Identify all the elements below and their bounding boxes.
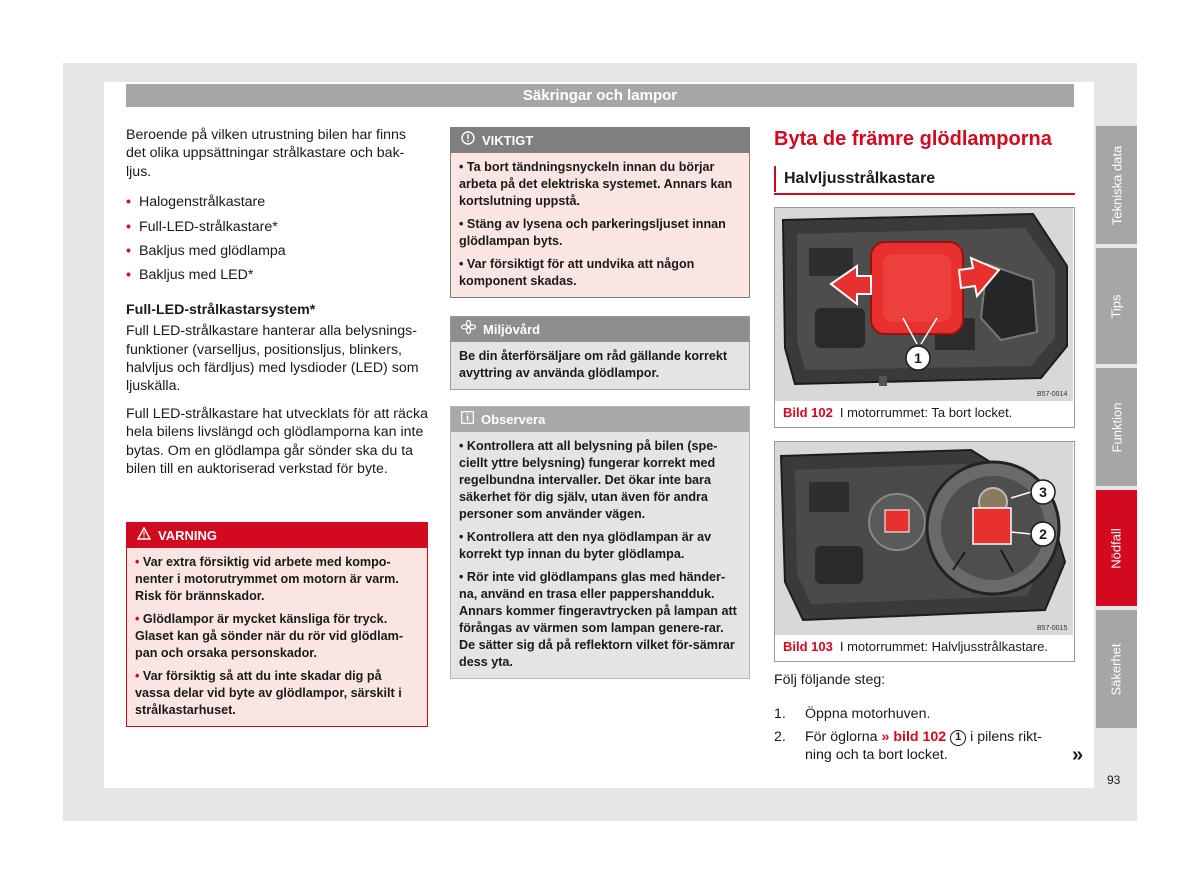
- headlight-types-list: [126, 193, 428, 285]
- page-number: 93: [1107, 773, 1121, 787]
- section-title: Byta de främre glödlamporna: [774, 128, 1052, 150]
- svg-text:B57-0014: B57-0014: [1037, 391, 1068, 398]
- important-body: [451, 153, 749, 297]
- environment-box: [450, 316, 750, 390]
- list-item: • Bakljus med LED*: [126, 266, 428, 284]
- headlight-bulb-illustration: [775, 442, 1073, 635]
- environment-header: [451, 317, 749, 342]
- figure-102: [774, 207, 1075, 428]
- section-subtitle: Halvljusstrålkastare: [774, 169, 1075, 195]
- figure-102-caption: Bild 102 I motorrummet: Ta bort locket.: [783, 405, 1013, 420]
- middle-column: [450, 127, 750, 679]
- svg-text:2: 2: [1039, 526, 1047, 542]
- warning-triangle-icon: [137, 523, 151, 548]
- step-item: 1. Öppna motorhuven.: [774, 706, 931, 722]
- svg-text:1: 1: [914, 350, 922, 366]
- info-square-icon: [461, 407, 474, 432]
- steps-list: [774, 705, 1064, 769]
- led-subheading: Full-LED-strålkastarsystem*: [126, 301, 316, 318]
- note-title: Observera: [481, 412, 546, 427]
- flower-icon: [461, 317, 476, 342]
- continue-arrow-icon: »: [1072, 744, 1084, 766]
- note-item: • Kontrollera att all belysning på bilen (spe-ciellt yttre belysning) fungerar korrekt med regelbundna intervaller. Det ökar inte bara säkerhet för dig själv, utan även för andra personer som använder vägen.: [459, 439, 718, 521]
- important-title: VIKTIGT: [482, 133, 534, 148]
- callout-number: 1: [950, 730, 966, 746]
- important-item: • Var försiktigt för att undvika att någon komponent skadas.: [459, 257, 695, 288]
- steps-intro: Följ följande steg:: [774, 672, 886, 688]
- led-paragraph-1: Full LED-strålkastare hanterar alla belysnings-funktioner (varselljus, positionsljus, blinkers, halvljus och färdljus) med lysdioder (LED) som ljuskälla.: [126, 323, 419, 395]
- svg-text:B57-0015: B57-0015: [1037, 625, 1068, 632]
- headlight-cover-illustration: [775, 208, 1073, 401]
- list-item: • Full-LED-strålkastare*: [126, 218, 428, 236]
- step-item: 2. För öglorna » bild 102 1 i pilens rikt-ning och ta bort locket.: [774, 729, 1042, 763]
- tab-sakerhet[interactable]: Säkerhet: [1096, 610, 1137, 728]
- tab-tips[interactable]: Tips: [1096, 248, 1137, 364]
- intro-paragraph: Beroende på vilken utrustning bilen har finns det olika uppsättningar strålkastare och bak-ljus.: [126, 127, 406, 180]
- important-item: • Ta bort tändningsnyckeln innan du börjar arbeta på det elektriska systemet. Annars kan kortslutning uppstå.: [459, 160, 733, 208]
- important-box: [450, 127, 750, 298]
- led-paragraph-2: Full LED-strålkastare hat utvecklats för att räcka hela bilens livslängd och glödlamporna kan inte bytas. Om en glödlampa går sönder ska du ta bilen till en auktoriserad verkstad för byte.: [126, 405, 428, 478]
- figure-reference-link[interactable]: » bild 102: [881, 729, 947, 745]
- note-item: • Kontrollera att den nya glödlampan är av korrekt typ innan du byter glödlampa.: [459, 530, 712, 561]
- note-body: [451, 432, 749, 678]
- left-column: [126, 126, 428, 488]
- figure-103-caption: Bild 103 I motorrummet: Halvljusstrålkastare.: [783, 639, 1048, 654]
- svg-text:3: 3: [1039, 484, 1047, 500]
- list-item: • Bakljus med glödlampa: [126, 242, 428, 260]
- environment-text: Be din återförsäljare om råd gällande korrekt avyttring av använda glödlampor.: [459, 349, 728, 380]
- note-box: [450, 406, 750, 679]
- right-column: [774, 126, 1075, 195]
- warning-box: [126, 522, 428, 727]
- warning-title: VARNING: [158, 528, 217, 543]
- section-header: Säkringar och lampor: [126, 84, 1074, 107]
- list-item: • Halogenstrålkastare: [126, 193, 428, 211]
- warning-item: • Glödlampor är mycket känsliga för tryck. Glaset kan gå sönder när du rör vid glödlam-pan och orsaka personskador.: [135, 612, 404, 660]
- environment-body: [451, 342, 749, 389]
- warning-header: [127, 523, 427, 548]
- info-circle-icon: [461, 128, 475, 153]
- tab-tekniska-data[interactable]: Tekniska data: [1096, 126, 1137, 244]
- environment-title: Miljövård: [483, 322, 541, 337]
- tab-nodfall[interactable]: Nödfall: [1096, 490, 1137, 606]
- note-item: • Rör inte vid glödlampans glas med händer-na, använd en trasa eller pappershandduk. Annars kommer fingeravtrycken på lampan att förångas av värmen som lampan genere-rar. De sätter sig då på reflektorn vilket för-sämrar dess yta.: [459, 570, 737, 669]
- tab-funktion[interactable]: Funktion: [1096, 368, 1137, 486]
- warning-item: • Var extra försiktig vid arbete med kompo-nenter i motorutrymmet om motorn är varm. Risk för brännskador.: [135, 555, 399, 603]
- important-header: [451, 128, 749, 153]
- figure-103: [774, 441, 1075, 662]
- note-header: [451, 407, 749, 432]
- warning-body: [127, 548, 427, 726]
- important-item: • Stäng av lysena och parkeringsljuset innan glödlampan byts.: [459, 217, 726, 248]
- warning-item: • Var försiktig så att du inte skadar dig på vassa delar vid byte av glödlampor, särskilt i strålkastarhuset.: [135, 669, 402, 717]
